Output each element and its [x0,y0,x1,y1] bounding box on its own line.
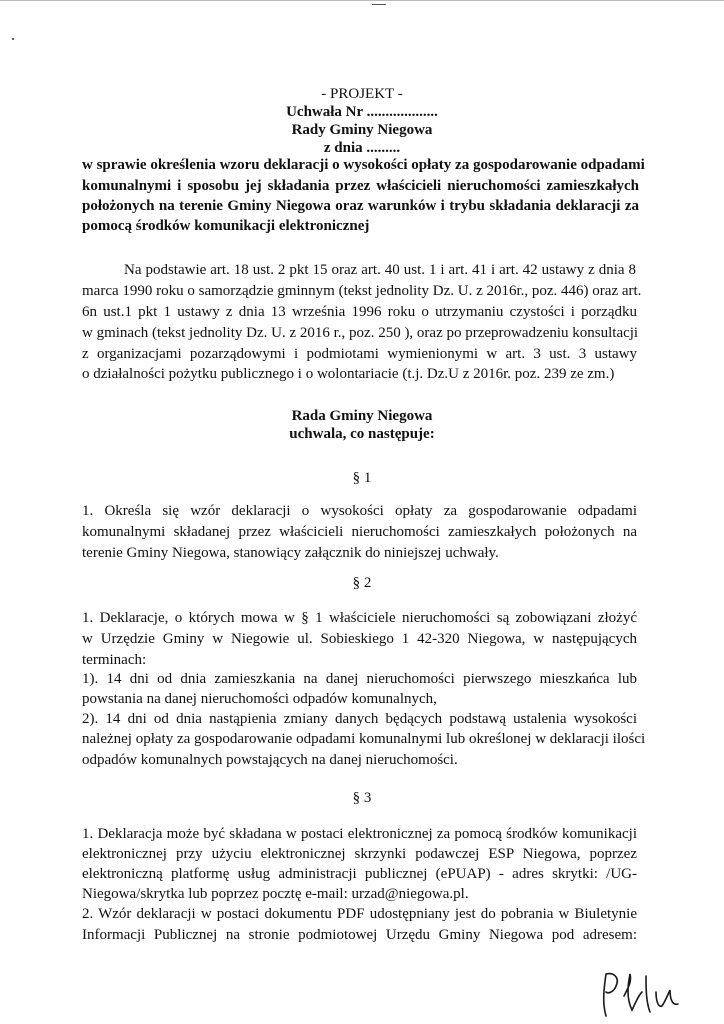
section-3-line: Niegowa/skrytka lub poprzez pocztę e-mail: urzad@niegowa.pl. [82,886,469,902]
section-2-line: 1). 14 dni od dnia zamieszkania na danej nieruchomości pierwszego mieszkańca lub [82,671,637,687]
preamble-line: w gminach (tekst jednolity Dz. U. z 2016 r., poz. 250 ), oraz po przeprowadzeniu konsultacji [82,325,639,341]
section-3-line: elektroniczną platformę usług administracji publicznej (ePUAP) - adres skrytki: /UG- [82,866,637,882]
section-1-line: 1. Określa się wzór deklaracji o wysokości opłaty za gospodarowanie odpadami [82,503,637,519]
council-heading: Rada Gminy Niegowa [291,408,433,424]
section-2-line: 1. Deklaracje, o których mowa w § 1 właściciele nieruchomości są zobowiązani złożyć [82,610,637,626]
section-2-line: 2). 14 dni od dnia nastąpienia zmiany danych będących podstawą ustalenia wysokości [82,711,637,727]
scan-speck [12,38,14,40]
section-1-heading: § 1 [352,470,372,486]
section-2-line: odpadów komunalnych powstających na danej nieruchomości. [82,752,458,768]
projekt-label: - PROJEKT - [321,86,403,102]
title-line: w sprawie określenia wzoru deklaracji o wysokości opłaty za gospodarowanie odpadami [82,157,645,173]
preamble-line: marca 1990 roku o samorządzie gminnym (tekst jednolity Dz. U. z 2016r., poz. 446) oraz art. [82,283,642,299]
section-3-heading: § 3 [352,790,372,806]
resolution-number: Uchwała Nr ................... [286,104,438,120]
section-2-line: należnej opłaty za gospodarowanie odpadami komunalnymi lub określonej w deklaracji ilości [82,731,646,747]
resolves-heading: uchwala, co następuje: [289,426,435,442]
title-line: pomocą środków komunikacji elektronicznej [82,218,370,234]
title-line: komunalnymi i sposobu jej składania przez właścicieli nieruchomości zamieszkałych [82,178,639,194]
section-2-heading: § 2 [352,575,372,591]
section-2-line: w Urzędzie Gminy w Niegowie ul. Sobieskiego 1 42-320 Niegowa, w następujących [82,631,637,647]
section-2-line: terminach: [82,652,147,668]
preamble-line: z organizacjami pozarządowymi i podmiotami wymienionymi w art. 3 ust. 3 ustawy [82,346,637,362]
section-3-line: 2. Wzór deklaracji w postaci dokumentu PDF udostępniany jest do pobrania w Biuletynie [82,906,637,922]
scan-top-edge [0,0,724,1]
section-1-line: terenie Gminy Niegowa, stanowiący załącznik do niniejszej uchwały. [82,545,499,561]
preamble-line: Na podstawie art. 18 ust. 2 pkt 15 oraz art. 40 ust. 1 i art. 41 i art. 42 ustawy z dnia 8 [124,262,636,278]
preamble-line: 6n ust.1 pkt 1 ustawy z dnia 13 września 1996 roku o utrzymaniu czystości i porządku [82,304,637,320]
council-name: Rady Gminy Niegowa [291,122,433,138]
section-3-line: 1. Deklaracja może być składana w postaci elektronicznej za pomocą środków komunikacji [82,826,637,842]
preamble-line: o działalności pożytku publicznego i o wolontariacie (t.j. Dz.U z 2016r. poz. 239 ze zm.) [82,366,615,382]
section-3-line: Informacji Publicznej na stronie podmiotowej Urzędu Gminy Niegowa pod adresem: [82,927,637,943]
section-2-line: powstania na danej nieruchomości odpadów komunalnych, [82,691,437,707]
section-1-line: komunalnymi składanej przez właścicieli nieruchomości zamieszkałych położonych na [82,524,637,540]
resolution-date: z dnia ......... [323,140,401,156]
section-3-line: elektronicznej przy użyciu elektronicznej skrzynki podawczej ESP Niegowa, poprzez [82,846,637,862]
title-line: położonych na terenie Gminy Niegowa oraz warunków i trybu składania deklaracji za [82,198,639,214]
handwritten-initials [596,966,692,1018]
scan-mark [372,4,386,5]
